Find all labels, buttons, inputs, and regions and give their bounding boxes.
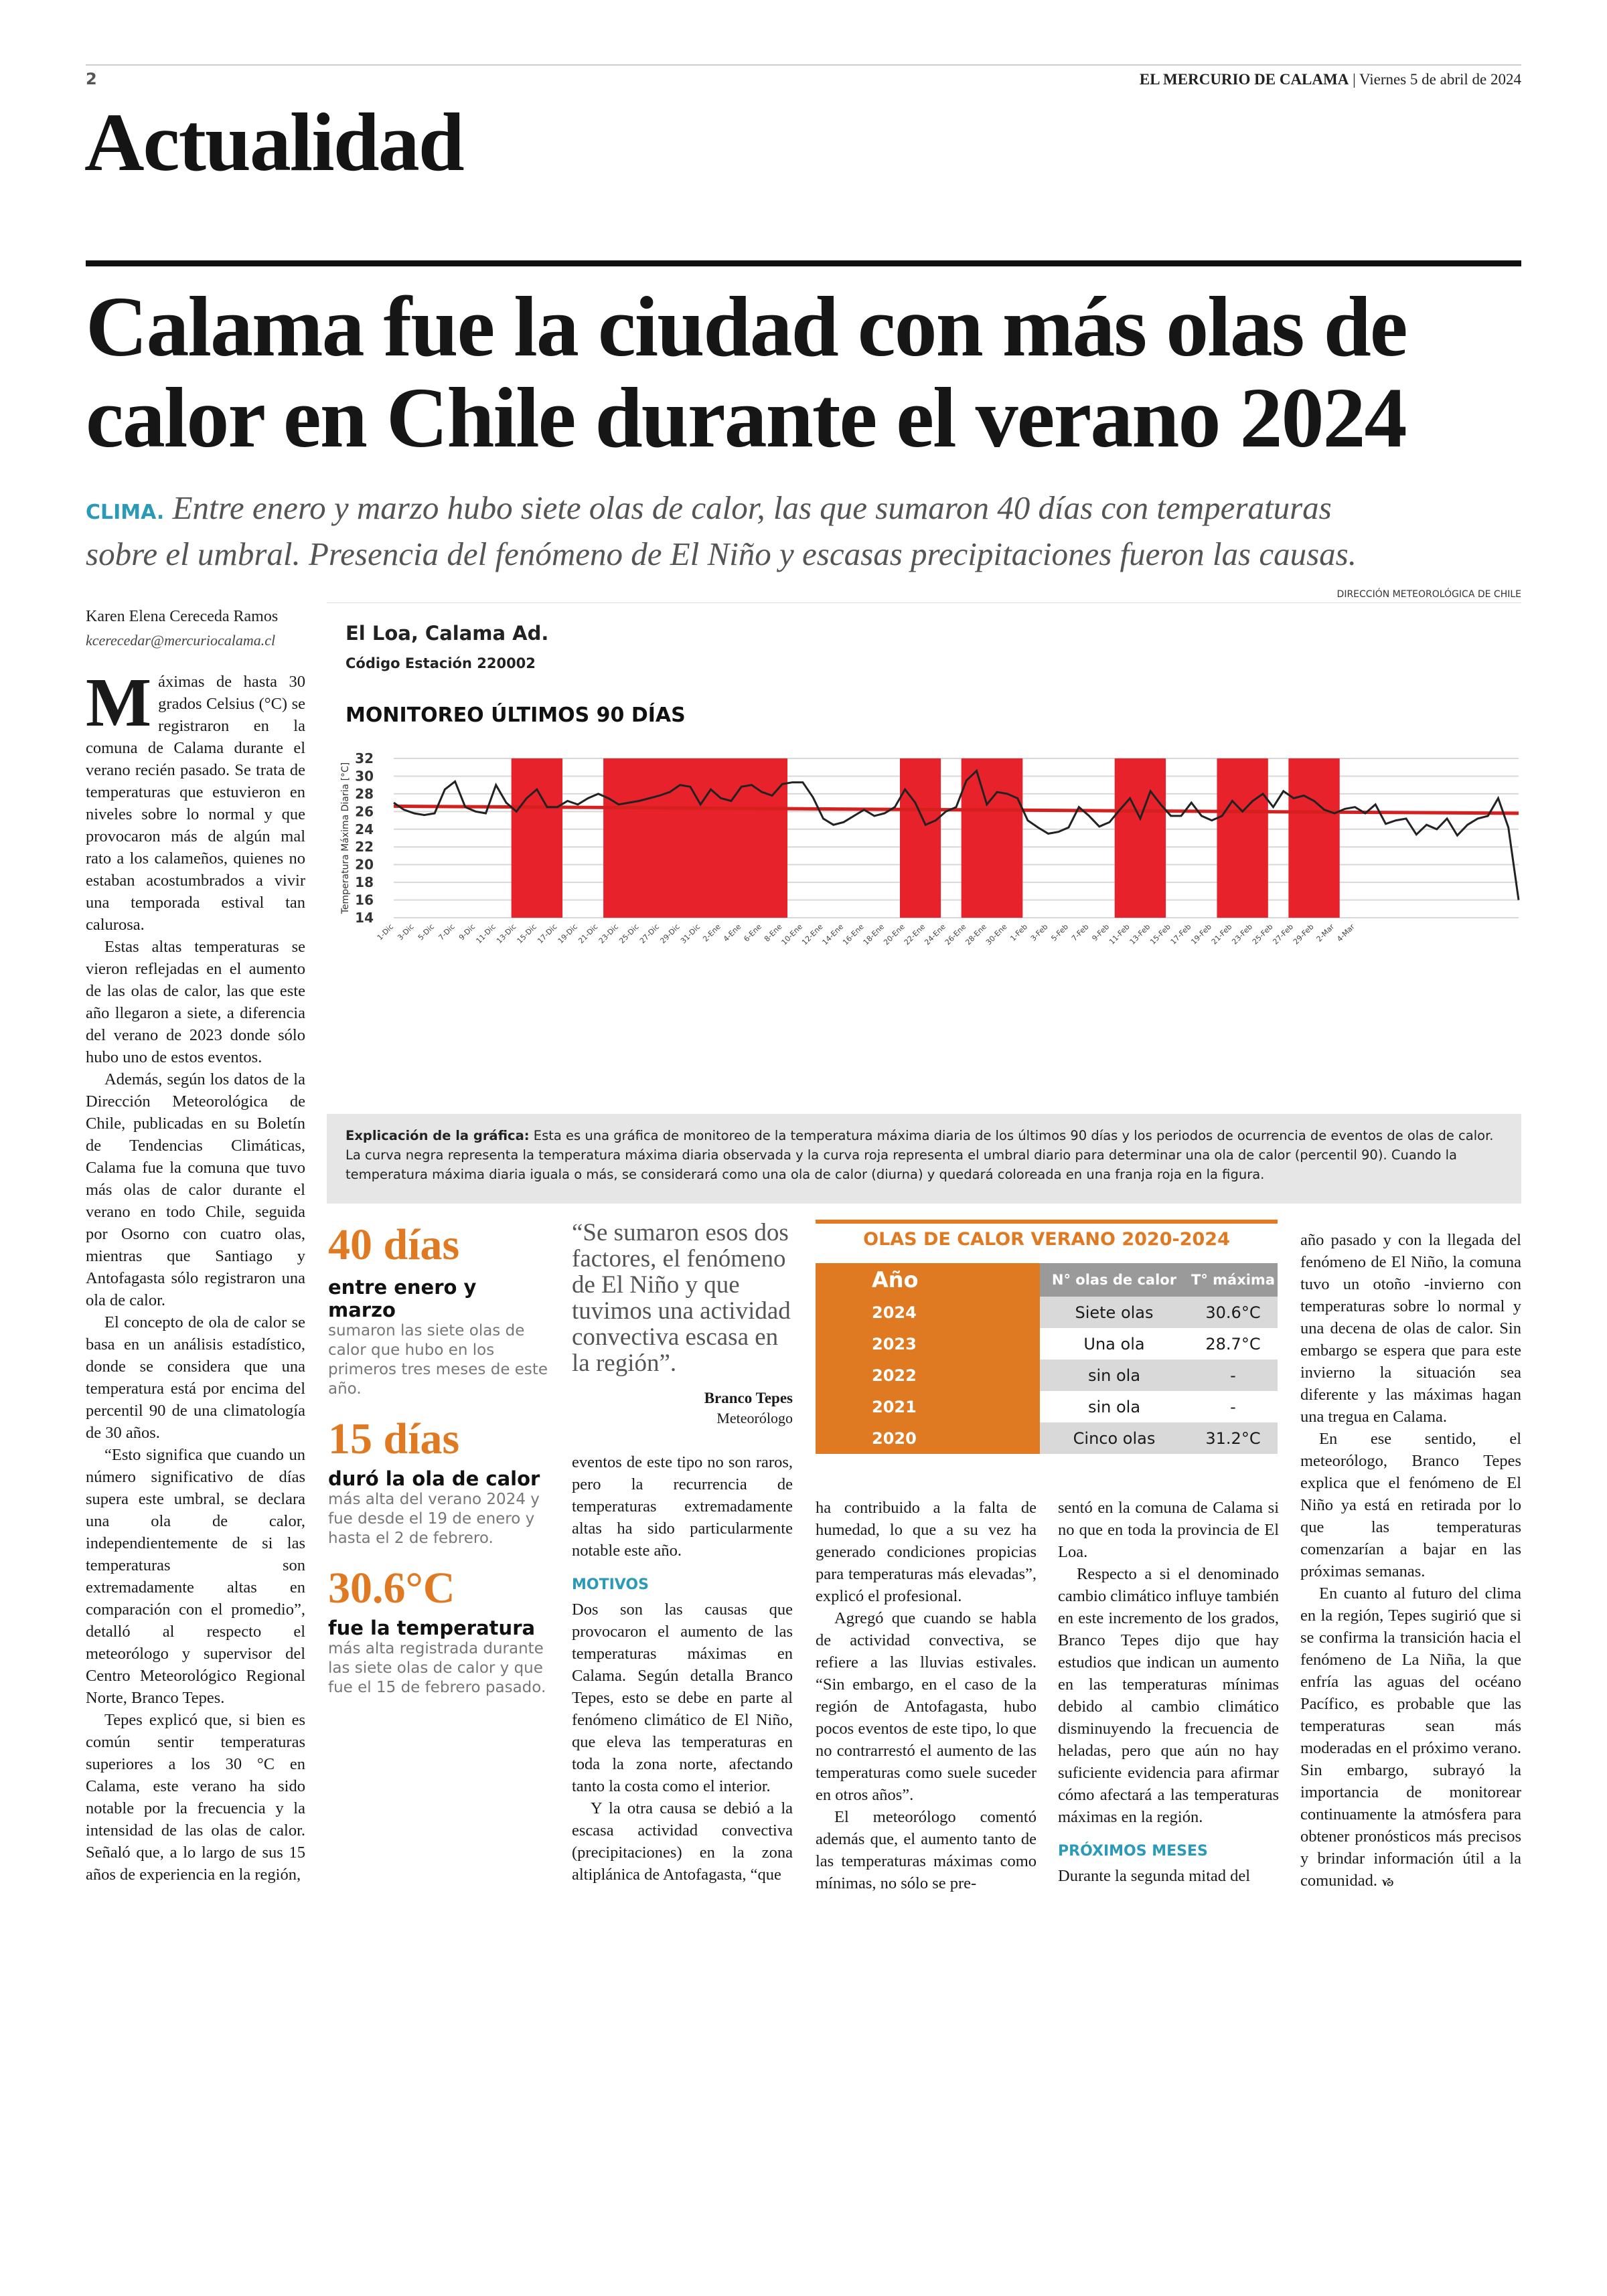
col1-paragraph-2: Estas altas temperaturas se vieron reflejadas en el aumento de las olas de calor, las que este año llegaron a siete, a diferencia del verano de 2023 donde sólo hubo uno de estos eventos.: [86, 938, 305, 1066]
col4-paragraph-2: Agregó que cuando se habla de actividad convectiva, se refiere a las lluvias estivales. “Sin embargo, en el caso de la región de Antofagasta, hubo pocos eventos de este tipo, lo que no contrarrestó el aumento de las temperaturas como suele suceder en otros años”.: [816, 1609, 1037, 1804]
stat-block: [328, 1414, 549, 1548]
x-tick-label: 22-Ene: [902, 922, 927, 947]
x-tick-label: 15-Feb: [1148, 922, 1172, 947]
row-count: Una ola: [1040, 1328, 1189, 1360]
row-year: 2020: [816, 1422, 1040, 1454]
headline-line-1: Calama fue la ciudad con más olas de: [86, 279, 1407, 374]
y-tick-label: 22: [355, 839, 374, 855]
heatwave-band: [1288, 758, 1339, 918]
page-number: 2: [86, 70, 97, 88]
x-tick-label: 17-Dic: [536, 922, 559, 946]
x-tick-label: 21-Dic: [577, 922, 600, 946]
kicker: CLIMA.: [86, 501, 165, 524]
x-tick-label: 18-Ene: [861, 922, 887, 947]
x-tick-label: 8-Ene: [762, 922, 784, 944]
pull-quote: [572, 1220, 793, 1427]
x-tick-label: 19-Dic: [556, 922, 580, 946]
y-tick-label: 20: [355, 856, 374, 873]
x-tick-label: 30-Ene: [984, 922, 1009, 947]
chart-panel: [327, 602, 1521, 1115]
chart-station: El Loa, Calama Ad.: [346, 622, 549, 645]
x-tick-label: 24-Ene: [923, 922, 947, 947]
x-tick-label: 10-Ene: [779, 922, 805, 947]
quote-role: Meteorólogo: [716, 1410, 793, 1426]
col6-paragraph-2: En ese sentido, el meteorólogo, Branco Tepes explica que el fenómeno de El Niño ya está en retirada por lo que las temperaturas comenzarían a bajar en las próximas semanas.: [1300, 1430, 1521, 1580]
chart-station-code: Código Estación 220002: [346, 655, 536, 671]
heatwave-band: [603, 758, 787, 918]
chart-note-text: Esta es una gráfica de monitoreo de la temperatura máxima diaria de los últimos 90 días y los periodos de ocurrencia de eventos de olas de calor. La curva negra representa la temperatura máxima diaria observada y la curva roja representa el umbral diario para determinar una ola de calor (percentil 90). Cuando la temperatura máxima diaria iguala o más, se considerará como una ola de calor (diurna) y quedará coloreada en una franja roja en la figura.: [346, 1128, 1494, 1182]
x-tick-label: 25-Feb: [1250, 922, 1275, 947]
stat-value: 40 días: [328, 1220, 460, 1269]
masthead-line: [1140, 71, 1521, 88]
x-tick-label: 21-Feb: [1209, 922, 1234, 947]
x-tick-label: 2-Ene: [701, 922, 722, 944]
stat-block: [328, 1220, 549, 1399]
x-tick-label: 5-Feb: [1049, 922, 1071, 943]
table-title: OLAS DE CALOR VERANO 2020-2024: [863, 1229, 1230, 1250]
x-tick-label: 4-Ene: [721, 922, 743, 944]
x-tick-label: 17-Feb: [1168, 922, 1193, 947]
x-tick-label: 16-Ene: [841, 922, 866, 947]
x-tick-label: 7-Dic: [437, 922, 457, 942]
x-tick-label: 27-Feb: [1271, 922, 1296, 947]
table-header-row: [816, 1263, 1278, 1297]
table-row: [816, 1360, 1278, 1391]
heatwave-band: [512, 758, 562, 918]
row-count: Cinco olas: [1040, 1422, 1189, 1454]
row-year: 2021: [816, 1391, 1040, 1422]
x-tick-label: 9-Dic: [457, 922, 477, 942]
x-tick-label: 7-Feb: [1069, 922, 1091, 943]
column-1: [86, 664, 305, 1886]
x-tick-label: 23-Dic: [597, 922, 621, 946]
y-tick-label: 24: [355, 821, 374, 837]
x-tick-label: 27-Dic: [637, 922, 662, 946]
stat-label: entre enero y marzo: [328, 1276, 477, 1321]
heatwave-table-box: [816, 1220, 1278, 1454]
col6-paragraph-3-text: En cuanto al futuro del clima en la región, Tepes sugirió que si se confirma la transición hacia el fenómeno de La Niña, la que enfría las aguas del océano Pacífico, es probable que las temperaturas sean más moderadas en el próximo verano. Sin embargo, subrayó la importancia de monitorear continuamente la atmósfera para obtener pronósticos más precisos y brindar información útil a la comunidad.: [1300, 1584, 1521, 1890]
end-mark-icon: ᏹ: [1381, 1872, 1394, 1890]
chart-note: [327, 1114, 1521, 1204]
x-tick-label: 25-Dic: [617, 922, 641, 946]
col4-paragraph-3: El meteorólogo comentó además que, el aumento tanto de las temperaturas máximas como mínimas, no sólo se pre-: [816, 1808, 1037, 1892]
row-year: 2024: [816, 1297, 1040, 1328]
heatwave-band: [900, 758, 941, 918]
deck-line-1: Entre enero y marzo hubo siete olas de calor, las que sumaron 40 días con temperaturas: [172, 489, 1332, 526]
x-tick-label: 15-Dic: [515, 922, 538, 946]
y-tick-label: 18: [355, 874, 374, 891]
y-tick-label: 30: [355, 768, 374, 785]
col5-paragraph-1: sentó en la comuna de Calama si no que en toda la provincia de El Loa.: [1058, 1499, 1279, 1561]
x-tick-label: 5-Dic: [416, 922, 437, 942]
author-name: Karen Elena Cereceda Ramos: [86, 608, 279, 625]
y-tick-label: 16: [355, 892, 374, 908]
row-year: 2022: [816, 1360, 1040, 1391]
quote-text: “Se sumaron esos dos factores, el fenómeno de El Niño y que tuvimos una actividad convectiva escasa en la región”.: [572, 1219, 791, 1377]
separator: |: [1353, 71, 1356, 88]
stats-sidebar: [328, 1220, 549, 1698]
stat-value: 30.6°C: [328, 1564, 455, 1613]
row-count: sin ola: [1040, 1360, 1189, 1391]
col5-paragraph-2: Respecto a si el denominado cambio climático influye también en este incremento de los grados, Branco Tepes dijo que hay estudios que indican un aumento en las temperaturas mínimas debido al cambio climático disminuyendo la frecuencia de heladas, pero que aún no hay suficiente evidencia para afirmar cómo afectará a las temperaturas máximas en la región.: [1058, 1565, 1279, 1826]
y-tick-label: 26: [355, 803, 374, 820]
row-max: -: [1189, 1360, 1278, 1391]
x-tick-label: 12-Ene: [800, 922, 825, 947]
stat-label: fue la temperatura: [328, 1617, 536, 1639]
x-tick-label: 11-Dic: [474, 922, 498, 946]
headline-line-2: calor en Chile durante el verano 2024: [86, 370, 1406, 465]
deck-line-2: sobre el umbral. Presencia del fenómeno de El Niño y escasas precipitaciones fueron las causas.: [86, 536, 1357, 572]
x-tick-label: 26-Ene: [943, 922, 968, 947]
table-row: [816, 1328, 1278, 1360]
column-3: [572, 1451, 793, 1886]
table-row: [816, 1391, 1278, 1422]
headline: [86, 281, 1521, 463]
x-tick-label: 14-Ene: [820, 922, 846, 947]
column-4: [816, 1497, 1037, 1894]
col1-paragraph-5: “Esto significa que cuando un número significativo de días supera este umbral, se declara una ola de calor, independientemente de si las temperaturas son extremadamente altas en comparación con el promedio”, detalló al respecto el meteorólogo y supervisor del Centro Meteorológico Regional Norte, Branco Tepes.: [86, 1446, 305, 1707]
row-max: 28.7°C: [1189, 1328, 1278, 1360]
row-max: 30.6°C: [1189, 1297, 1278, 1328]
col-header-count: N° olas de calor: [1040, 1263, 1189, 1297]
x-tick-label: 4-Mar: [1335, 922, 1357, 944]
x-tick-label: 11-Feb: [1107, 922, 1132, 947]
x-tick-label: 23-Feb: [1230, 922, 1255, 947]
y-tick-label: 28: [355, 785, 374, 802]
stat-description: sumaron las siete olas de calor que hubo en los primeros tres meses de este año.: [328, 1322, 548, 1398]
x-tick-label: 13-Dic: [495, 922, 518, 946]
issue-date: Viernes 5 de abril de 2024: [1359, 71, 1521, 88]
col5-paragraph-3: Durante la segunda mitad del: [1058, 1867, 1251, 1885]
section-title: Actualidad: [84, 96, 463, 188]
col1-paragraph-1: áximas de hasta 30 grados Celsius (°C) se registraron en la comuna de Calama durante el verano recién pasado. Se trata de temperaturas que estuvieron en niveles sobre lo normal y que provocaron más de algún mal rato a los calameños, quienes no estaban acostumbrados a vivir una temporada estival tan calurosa.: [86, 673, 305, 934]
table-title-bar: [816, 1220, 1278, 1250]
temperature-chart: [327, 737, 1521, 981]
x-tick-label: 1-Dic: [375, 922, 396, 942]
motivos-subhead: MOTIVOS: [572, 1576, 649, 1593]
col6-paragraph-1: año pasado y con la llegada del fenómeno de El Niño, la comuna tuvo un otoño -invierno con temperaturas sobre lo normal y una decena de olas de calor. Sin embargo se espera que para este invierno la situación sea diferente y las máximas hagan una tregua en Calama.: [1300, 1231, 1521, 1426]
publication-name: EL MERCURIO DE CALAMA: [1139, 71, 1349, 88]
x-tick-label: 3-Feb: [1028, 922, 1050, 943]
row-count: sin ola: [1040, 1391, 1189, 1422]
proximos-subhead: PRÓXIMOS MESES: [1058, 1843, 1208, 1860]
col-header-max: T° máxima: [1189, 1263, 1278, 1297]
x-tick-label: 20-Ene: [882, 922, 907, 947]
x-tick-label: 6-Ene: [742, 922, 763, 944]
chart-note-label: Explicación de la gráfica:: [346, 1128, 530, 1143]
chart-title: MONITOREO ÚLTIMOS 90 DÍAS: [346, 704, 686, 727]
col3-paragraph-3: Y la otra causa se debió a la escasa actividad convectiva (precipitaciones) en la zona altiplánica de Antofagasta, “que: [572, 1799, 793, 1884]
stat-description: más alta del verano 2024 y fue desde el 19 de enero y hasta el 2 de febrero.: [328, 1491, 540, 1547]
col1-paragraph-6: Tepes explicó que, si bien es común sentir temperaturas superiores a los 30 °C en Calama, este verano ha sido notable por la frecuencia y la intensidad de las olas de calor. Señaló que, a lo largo de sus 15 años de experiencia en la región,: [86, 1711, 305, 1884]
row-year: 2023: [816, 1328, 1040, 1360]
quote-author: Branco Tepes: [704, 1390, 793, 1406]
y-axis-label: Temperatura Máxima Diaria [°C]: [340, 762, 351, 914]
col3-paragraph-2: Dos son las causas que provocaron el aumento de las temperaturas máximas en Calama. Según detalla Branco Tepes, esto se debe en parte al fenómeno climático de El Niño, que eleva las temperaturas en toda la zona norte, afectando tanto la costa como el interior.: [572, 1601, 793, 1795]
heatwave-band: [962, 758, 1023, 918]
x-tick-label: 19-Feb: [1189, 922, 1213, 947]
x-tick-label: 1-Feb: [1008, 922, 1030, 943]
x-tick-label: 29-Dic: [658, 922, 682, 946]
row-max: -: [1189, 1391, 1278, 1422]
chart-source: DIRECCIÓN METEOROLÓGICA DE CHILE: [1336, 589, 1521, 600]
y-tick-label: 14: [355, 910, 374, 926]
row-max: 31.2°C: [1189, 1422, 1278, 1454]
headline-rule: [86, 260, 1521, 266]
col1-paragraph-3: Además, según los datos de la Dirección Meteorológica de Chile, publicadas en su Boletín de Tendencias Climáticas, Calama fue la comuna que tuvo más olas de calor durante el verano en todo Chile, seguida por Osorno con cuatro olas, mientras que Santiago y Antofagasta sólo registraron una ola de calor.: [86, 1070, 305, 1309]
column-5: [1058, 1497, 1279, 1887]
y-tick-label: 32: [355, 750, 374, 766]
x-tick-label: 9-Feb: [1090, 922, 1112, 943]
x-tick-label: 31-Dic: [678, 922, 702, 946]
stat-block: [328, 1563, 549, 1698]
col3-paragraph-1: eventos de este tipo no son raros, pero la recurrencia de temperaturas extremadamente altas ha sido particularmente notable este año.: [572, 1453, 793, 1560]
row-count: Siete olas: [1040, 1297, 1189, 1328]
x-tick-label: 28-Ene: [964, 922, 988, 947]
x-tick-label: 13-Feb: [1128, 922, 1152, 947]
col-header-year: Año: [816, 1263, 1040, 1297]
table-row: [816, 1422, 1278, 1454]
column-6: [1300, 1229, 1521, 1892]
stat-value: 15 días: [328, 1414, 460, 1463]
x-tick-label: 29-Feb: [1291, 922, 1316, 947]
col6-paragraph-3: [1300, 1582, 1521, 1892]
author-email[interactable]: kcerecedar@mercuriocalama.cl: [86, 632, 276, 649]
heatwave-band: [1217, 758, 1268, 918]
x-tick-label: 3-Dic: [396, 922, 416, 942]
table-row: [816, 1297, 1278, 1328]
deck: [86, 487, 1521, 575]
stat-description: más alta registrada durante las siete olas de calor y que fue el 15 de febrero pasado.: [328, 1640, 546, 1696]
stat-label: duró la ola de calor: [328, 1467, 540, 1490]
heatwave-table: [816, 1263, 1278, 1454]
heatwave-band: [1115, 758, 1166, 918]
x-tick-label: 2-Mar: [1314, 922, 1336, 944]
col1-paragraph-4: El concepto de ola de calor se basa en un análisis estadístico, donde se considera que una temperatura está por encima del percentil 90 de una climatología de 30 años.: [86, 1313, 305, 1442]
col4-paragraph-1: ha contribuido a la falta de humedad, lo que a su vez ha generado condiciones propicias para temperaturas más elevadas”, explicó el profesional.: [816, 1499, 1037, 1605]
drop-cap: M: [86, 664, 152, 741]
top-rule: [86, 64, 1521, 66]
